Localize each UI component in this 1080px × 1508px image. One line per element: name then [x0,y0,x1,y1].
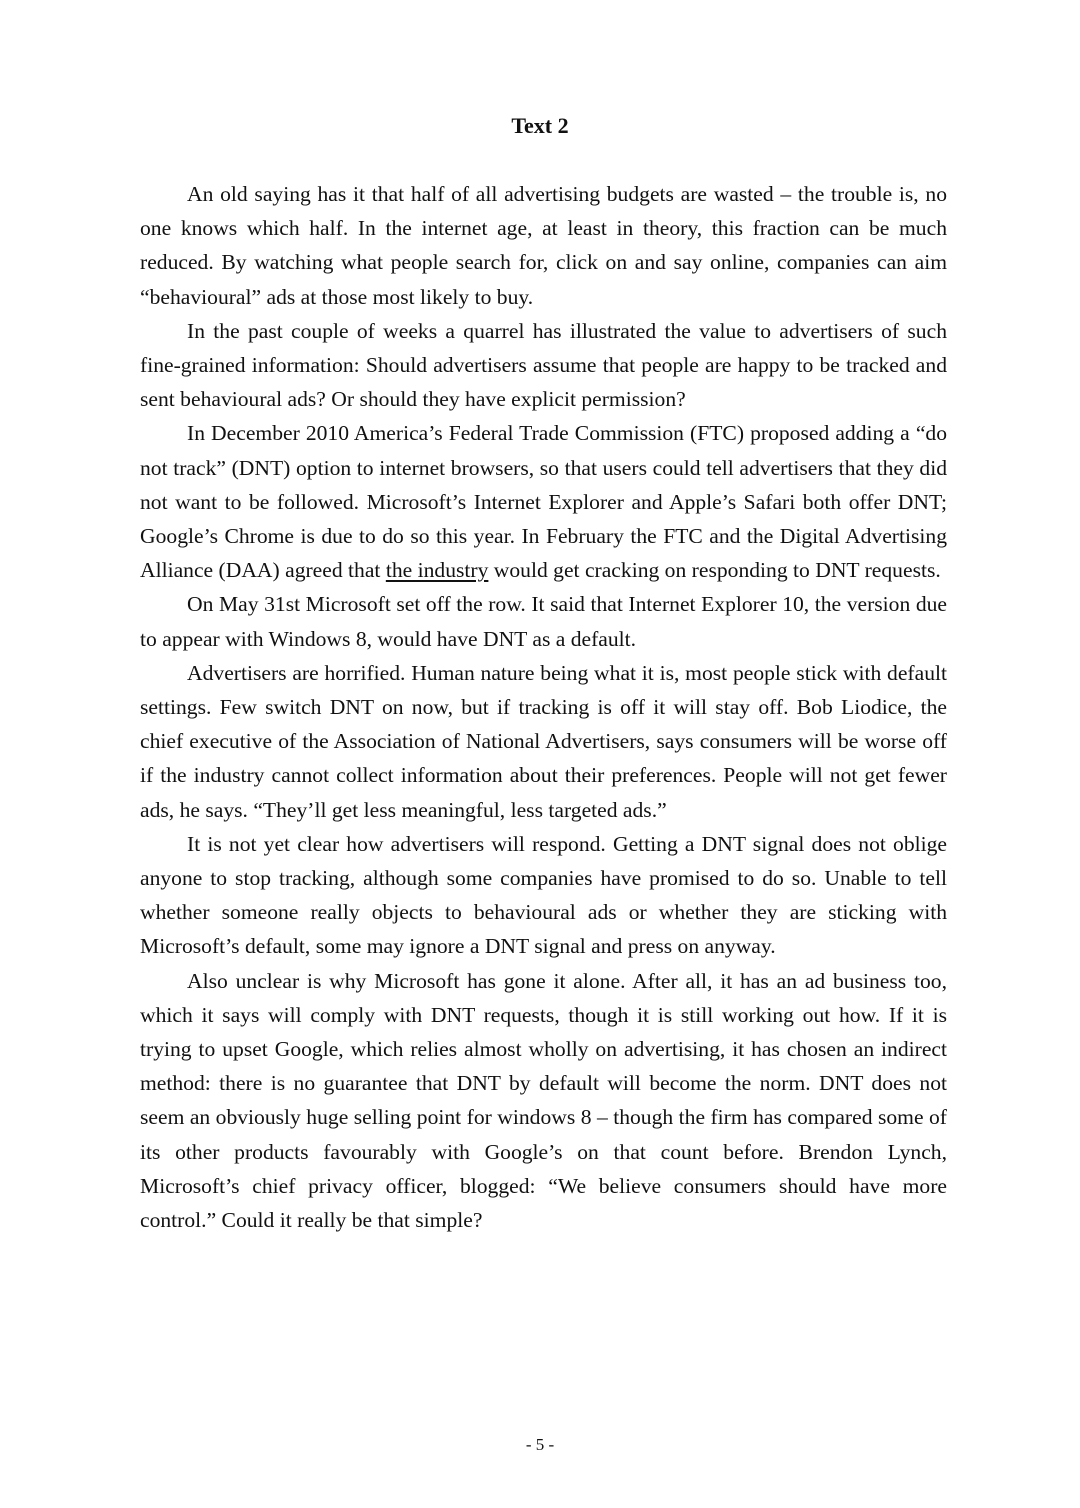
paragraph-6: It is not yet clear how advertisers will respond. Getting a DNT signal does not oblige anyone to stop tracking, although some companies have promised to do so. Unable to tell whether someone really objects to behavioural ads or whether they are sticking with Microsoft’s default, some may ignore a DNT signal and press on anyway. [140,831,947,959]
paragraph-3 [140,416,947,587]
paragraph-5: Advertisers are horrified. Human nature being what it is, most people stick with default settings. Few switch DNT on now, but if tracking is off it will stay off. Bob Liodice, the chief executive of the Association of National Advertisers, says consumers will be worse off if the industry cannot collect information about their preferences. People will not get fewer ads, he says. “They’ll get less meaningful, less targeted ads.” [140,660,947,822]
underlined-phrase: the industry [385,558,489,583]
page-number: - 5 - [525,1435,555,1454]
paragraph-1: An old saying has it that half of all advertising budgets are wasted – the trouble is, no one knows which half. In the internet age, at least in theory, this fraction can be much reduced. By watching what people search for, click on and say online, companies can aim “behavioural” ads at those most likely to buy. [140,182,947,309]
paragraph-3-text-after: would get cracking on responding to DNT requests. [488,558,941,583]
paragraph-4: On May 31st Microsoft set off the row. It said that Internet Explorer 10, the version due to appear with Windows 8, would have DNT as a default. [140,592,947,651]
paragraph-7: Also unclear is why Microsoft has gone it alone. After all, it has an ad business too, which it says will comply with DNT requests, though it is still working out how. If it is trying to upset Google, which relies almost wholly on advertising, it has chosen an indirect method: there is no guarantee that DNT by default will become the norm. DNT does not seem an obviously huge selling point for windows 8 – though the firm has compared some of its other products favourably with Google’s on that count before. Brendon Lynch, Microsoft’s chief privacy officer, blogged: “We believe consumers should have more control.” Could it really be that simple? [140,968,947,1233]
page-title: Text 2 [511,113,569,138]
paragraph-2: In the past couple of weeks a quarrel has illustrated the value to advertisers of such fine-grained information: Should advertisers assume that people are happy to be tracked and sent behavioural ads? Or should they have explicit permission? [140,318,947,412]
paragraph-3-text-before: In December 2010 America’s Federal Trade Commission (FTC) proposed adding a “do not track” (DNT) option to internet browsers, so that users could tell advertisers that they did not want to be followed. Microsoft’s Internet Explorer and Apple’s Safari both offer DNT; Google’s Chrome is due to do so this year. In February the FTC and the Digital Advertising Alliance (DAA) agreed that [140,421,947,583]
article-body [140,177,947,1237]
